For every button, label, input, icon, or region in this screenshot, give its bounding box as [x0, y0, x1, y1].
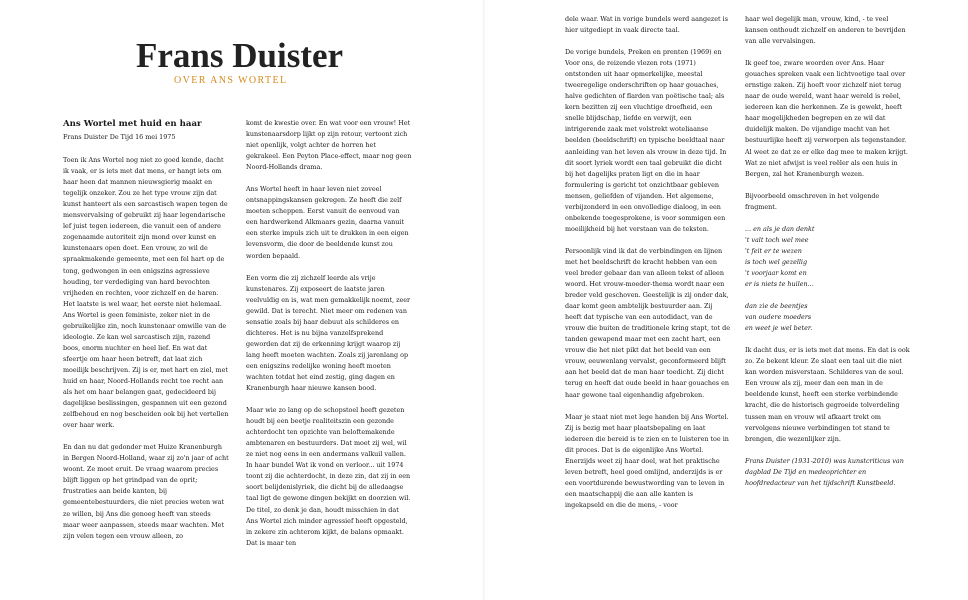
- text-column-3: [565, 14, 731, 511]
- paragraph: De vorige bundels, Preken en prenten (1969) en Voor ons, de reizende vlezen rots (1971) ontstonden uit haar opmerkelijke, meestal tweeregelige onderschriften op haar gouaches, halve gedichten of flarden van poëtische taal; als kern bezitten zij een vluchtige droefheid, een snelle blijdschap, liefde en verwijt, een intrigerende zaak met volstrekt woteliaanse beelden (beeldschrift) en typische beeldtaal naar aanleiding van het leven als vrouw in deze tijd. In dit soort lyriek wordt een taal gebruikt die dicht bij het dagelijks praten ligt en die in haar formulering is gericht tot onzichtbaar gebleven mensen, geliefden of vijanden. Het algemene, verbijzonderd in een onvolledige dialoog, in een onbekende toegesprokene, is voor sommigen een moeilijkheid bij het verstaan van de teksten.: [565, 48, 727, 233]
- text-column-2: [246, 118, 412, 549]
- paragraph: Toen ik Ans Wortel nog niet zo goed kende, dacht ik vaak, er is iets met dat mens, er hangt iets om haar heen dat mannen nieuwsgierig maakt en tegelijk onzeker. Zou ze het type vrouw zijn dat kunst hanteert als een sarcastisch wapen tegen de mensvervalsing of gebruikt zij haar legendarische lef juist tegen iedereen, die vanuit een of andere zogenaamde autoriteit zijn mond over kunst en kunstenaars open doet. Een vrouw, zo wil de spraakmakende gemeente, met een fel hart op de tong, gedwongen in een enigszins agressieve houding, ter verdediging van hard bevochten vrijheden en rechten, voor zichzelf en de haren. Het laatste is wel waar, het eerste niet helemaal. Ans Wortel is geen feministe, zeker niet in de gebruikelijke zin, noch kunstenaar omwille van de ideologie. Ze kan wel sarcastisch zijn, razend boos, enorm nuchter en heel lief. En wat dat sfeertje om haar heen betreft, dat laat zich moeilijk beschrijven. Zij is er, met hart en ziel, met huid en haar, Noord-Hollands recht toe recht aan als het om haar belangen gaat, gedecideerd bij dagelijkse beslissingen, gespannen uit een gezond zelfbehoud en nog bescheiden ook bij het vertellen over haar werk.: [63, 156, 229, 430]
- paragraph: komt de kwestie over. En wat voor een vrouw! Het kunstenaarsdorp lijkt op zijn retour, vertoont zich niet openlijk, volgt achter de horren het gekrakeel. Een Peyton Place-effect, maar nog geen Noord-Hollands drama.: [246, 119, 412, 172]
- poem-line: van oudere moeders: [745, 313, 812, 322]
- text-column-1: [63, 118, 229, 542]
- paragraph: haar wel degelijk man, vrouw, kind, - te veel kansen onthoudt zichzelf en anderen te bevrijden van alle vervalsingen.: [745, 15, 906, 46]
- poem-line: dan zie de beentjes: [745, 302, 808, 311]
- poem-line: is toch wel gezellig: [745, 257, 808, 266]
- paragraph: Persoonlijk vind ik dat de verbindingen en lijnen met het beeldschrift de kracht hebben van een veel breder gebaar dan van alleen tekst of alleen woord. Het vrouw-moeder-thema wordt naar een breder veld geschoven. Geestelijk is zij onder dak, daar komt geen ambtelijk bestuurder aan. Zij heeft dat typische van een autodidact, van de vrouw die buiten de traditionele kring stapt, tot de tanden gewapend maar met een zacht hart, een vrouw die het niet pikt dat het beeld van een vrouw, eeuwenlang vervalst, geconformeerd blijft aan het beeld dat de man haar toedicht. Zij dicht terug en heeft dat oude beeld in haar gouaches en haar gewone taal eigenhandig afgebroken.: [565, 246, 730, 399]
- paragraph: Maar je staat niet met lege handen bij Ans Wortel. Zij is bezig met haar plaatsbepaling en laat iedereen die bereid is te zien en te luisteren toe in dit proces. Dat is de eigenlijke Ans Wortel. Enerzijds weet zij haar doel, wat het praktische leven betreft, heel goed omlijnd, anderzijds is er een voortdurende bewustwording van te leven in een maatschappij die aan alle kanten is ingekapseld en die de mens, - voor: [565, 412, 729, 509]
- paragraph: Bijvoorbeeld omschreven in het volgende fragment.: [745, 191, 880, 211]
- text-column-4: [745, 14, 911, 489]
- paragraph: dele waar. Wat in vorige bundels werd aangezet is hier uitgediept in vaak directe taal.: [565, 15, 728, 35]
- poem-line: 't voorjaar komt en: [745, 268, 807, 277]
- paragraph: En dan nu dat gedonder met Huize Kranenburgh in Bergen Noord-Holland, waar zij zo'n jaar of acht woont. Ze moet eruit. De vraag waarom precies blijft liggen op het grindpad van de oprit; frustraties aan beide kanten, bij gemeentebestuurders, die niet precies weten wat ze willen, bij Ans die genoeg heeft van steeds maar weer aanpassen, steeds maar wachten. Met zijn velen tegen een vrouw alleen, zo: [63, 443, 229, 540]
- article-byline: Frans Duister De Tijd 16 mei 1975: [63, 133, 176, 141]
- poem-line: en weet je wel beter.: [745, 324, 813, 333]
- article-title: Ans Wortel met huid en haar: [63, 119, 202, 129]
- poem-line: [745, 290, 911, 301]
- poem-fragment: [745, 224, 911, 334]
- paragraph: Ik geef toe, zware woorden over Ans. Haar gouaches spreken vaak een lichtvoetige taal over ernstige zaken. Zij hoeft voor zichzelf niet terug naar de oude wereld, want haar wereld is reëel, iedereen kan die herkennen. Ze is gewekt, heeft haar mogelijkheden begrepen en ze wil dat duidelijk maken. De vijandige macht van het bestuurlijke heeft zij verworpen als tegenstander. Al weet ze dat ze er elke dag mee te maken krijgt. Wat ze niet afwijst is veel reëler als een huis in Bergen, zal het Kranenburgh wezen.: [745, 59, 908, 178]
- paragraph: Een vorm die zij zichzelf leerde als vrije kunstenares. Zij exposeert de laatste jaren veelvuldig en is, wat men gemakkelijk noemt, zeer gewild. Dat is terecht. Niet meer om redenen van sensatie zoals bij haar debuut als schilderes en dichteres. Het is nu bijna vanzelfsprekend geworden dat zij de erkenning krijgt waarop zij lang heeft moeten wachten. Zoals zij jarenlang op een enigszins redelijke woning heeft moeten wachten totdat het eind zestig, ging dagen en Kranenburgh haar nieuwe kansen bood.: [246, 273, 411, 393]
- page-subtitle: OVER ANS WORTEL: [174, 75, 288, 86]
- poem-line: 't feit er te wezen: [745, 246, 802, 255]
- poem-line: er is niets te huilen...: [745, 279, 814, 288]
- page-gutter: [483, 0, 485, 600]
- paragraph: Ans Wortel heeft in haar leven niet zoveel ontsnappingskansen gekregen. Ze heeft die zelf moeten scheppen. Eerst vanuit de eenvoud van een hardwerkend Alkmaars gezin, daarna vanuit een sterke impuls zich uit te drukken in een eigen levensvorm, die door de beeldende kunst zou worden bepaald.: [246, 185, 409, 260]
- paragraph: Maar wie zo lang op de schopstoel heeft gezeten houdt bij een beetje realiteitszin een gezonde achterdocht ten opzichte van beloftemakende ambtenaren en bestuurders. Dat moet zij wel, wil ze niet nog eens in een andermans valkuil vallen. In haar bundel Wat ik vond en verloor... uit 1974 toont zij die achterdocht, in deze zin, dat zij in een soort belijdenislyriek, die dicht bij de alledaagse taal ligt de gewone dingen bekijkt en doorzien wil. De titel, zo denk je dan, houdt misschien in dat Ans Wortel zich minder agressief heeft opgesteld, in zekere zin achterom kijkt, de balans opmaakt. Dat is maar ten: [246, 406, 411, 547]
- page-title: Frans Duister: [136, 36, 344, 75]
- poem-line: ... en als je dan denkt: [745, 224, 815, 233]
- author-bio: Frans Duister (1931-2010) was kunstcriticus van dagblad De Tijd en medeoprichter en hoofdredacteur van het tijdschrift Kunstbeeld.: [745, 456, 904, 487]
- paragraph: Ik dacht dus, er is iets met dat mens. En dat is ook zo. Ze bekent kleur. Ze slaat een taal uit die niet kan worden misverstaan. Schilderes van de soul. Een vrouw als zij, meer dan een man in de beeldende kunst, heeft een sterke verbindende kracht, die de historisch gegroeide tolverdeling tussen man en vrouw wil afkaart trekt om vervolgens nieuwe verbindingen tot stand te brengen, die wezenlijker zijn.: [745, 346, 910, 443]
- poem-line: 't valt toch wel mee: [745, 235, 809, 244]
